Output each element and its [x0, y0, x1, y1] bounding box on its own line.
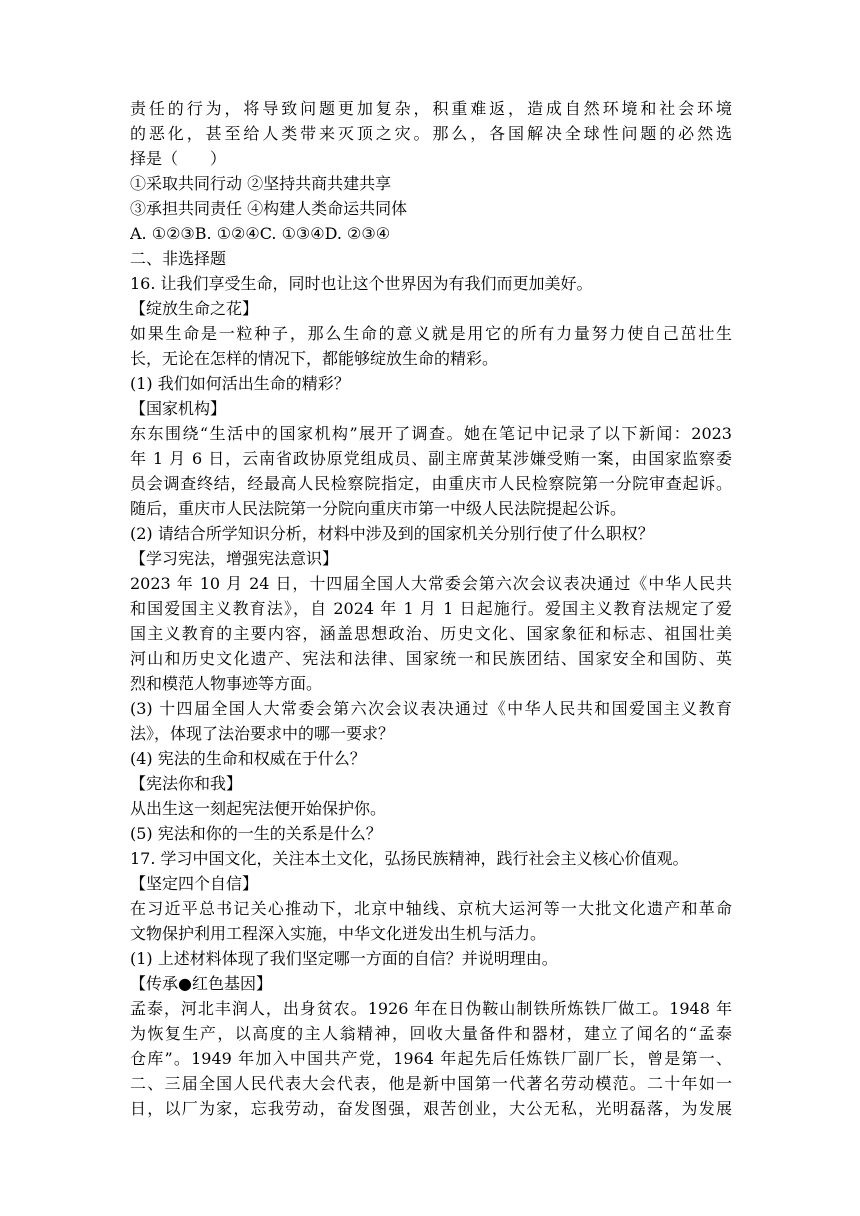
sub-question: (1) 上述材料体现了我们坚定哪一方面的自信？并说明理由。 — [130, 949, 558, 968]
text-line: 为恢复生产，以高度的主人翁精神，回收大量备件和器材，建立了闻名的“孟泰 — [130, 1024, 732, 1043]
sub-question: (4) 宪法的生命和权威在于什么？ — [130, 749, 366, 768]
subsection-heading: 【宪法你和我】 — [130, 774, 243, 793]
subsection-heading: 【国家机构】 — [130, 399, 227, 418]
text-line: 责任的行为，将导致问题更加复杂，积重难返，造成自然环境和社会环境 — [130, 99, 732, 118]
text-line: 在习近平总书记关心推动下，北京中轴线、京杭大运河等一大批文化遗产和革命 — [130, 899, 732, 918]
text-line: 员会调查终结，经最高人民检察院指定，由重庆市人民检察院第一分院审查起诉。 — [130, 474, 732, 493]
text-line: 文物保护利用工程深入实施，中华文化迸发出生机与活力。 — [130, 924, 547, 943]
option-line: ①采取共同行动 ②坚持共商共建共享 — [130, 174, 392, 193]
text-line: 河山和历史文化遗产、宪法和法律、国家统一和民族团结、国家安全和国防、英 — [130, 649, 732, 668]
text-line: 烈和模范人物事迹等方面。 — [130, 674, 323, 693]
sub-question: (5) 宪法和你的一生的关系是什么？ — [130, 824, 382, 843]
question-stem-end: 择是（ ） — [130, 149, 227, 168]
sub-question: (3) 十四届全国人大常委会第六次会议表决通过《中华人民共和国爱国主义教育 — [130, 699, 732, 718]
text-line: 如果生命是一粒种子，那么生命的意义就是用它的所有力量努力使自己茁壮生 — [130, 324, 732, 343]
sub-question: (2) 请结合所学知识分析，材料中涉及到的国家机关分别行使了什么职权？ — [130, 524, 654, 543]
text-line: 日，以厂为家，忘我劳动，奋发图强，艰苦创业，大公无私，光明磊落，为发展 — [130, 1099, 732, 1118]
text-line: 从出生这一刻起宪法便开始保护你。 — [130, 799, 387, 818]
option-line: ③承担共同责任 ④构建人类命运共同体 — [130, 199, 408, 218]
section-heading: 二、非选择题 — [130, 249, 227, 268]
text-line: 东东围绕“生活中的国家机构”展开了调查。她在笔记中记录了以下新闻：2023 — [130, 424, 732, 443]
sub-question: (1) 我们如何活出生命的精彩？ — [130, 374, 350, 393]
text-line: 2023 年 10 月 24 日，十四届全国人大常委会第六次会议表决通过《中华人民共 — [130, 574, 732, 593]
document-page — [130, 96, 732, 1121]
text-line: 国主义教育的主要内容，涵盖思想政治、历史文化、国家象征和标志、祖国壮美 — [130, 624, 732, 643]
subsection-heading: 【传承●红色基因】 — [130, 974, 272, 993]
subsection-heading: 【绽放生命之花】 — [130, 299, 259, 318]
text-line: 随后，重庆市人民法院第一分院向重庆市第一中级人民法院提起公诉。 — [130, 499, 627, 518]
sub-question: 法》，体现了法治要求中的哪一要求？ — [130, 724, 395, 743]
question-17: 17. 学习中国文化，关注本土文化，弘扬民族精神，践行社会主义核心价值观。 — [130, 849, 689, 868]
text-line: 仓库”。1949 年加入中国共产党，1964 年起先后任炼铁厂副厂长，曾是第一、 — [130, 1049, 732, 1068]
question-16: 16. 让我们享受生命，同时也让这个世界因为有我们而更加美好。 — [130, 274, 593, 293]
answer-choices: A. ①②③B. ①②④C. ①③④D. ②③④ — [130, 224, 391, 243]
text-line: 和国爱国主义教育法》，自 2024 年 1 月 1 日起施行。爱国主义教育法规定了爱 — [130, 599, 732, 618]
text-line: 的恶化，甚至给人类带来灭顶之灾。那么，各国解决全球性问题的必然选 — [130, 124, 732, 143]
text-line: 二、三届全国人民代表大会代表，他是新中国第一代著名劳动模范。二十年如一 — [130, 1074, 732, 1093]
text-line: 年 1 月 6 日，云南省政协原党组成员、副主席黄某涉嫌受贿一案，由国家监察委 — [130, 449, 732, 468]
text-line: 长，无论在怎样的情况下，都能够绽放生命的精彩。 — [130, 349, 499, 368]
subsection-heading: 【学习宪法，增强宪法意识】 — [130, 549, 339, 568]
text-line: 孟泰，河北丰润人，出身贫农。1926 年在日伪鞍山制铁所炼铁厂做工。1948 年 — [130, 999, 732, 1018]
subsection-heading: 【坚定四个自信】 — [130, 874, 259, 893]
